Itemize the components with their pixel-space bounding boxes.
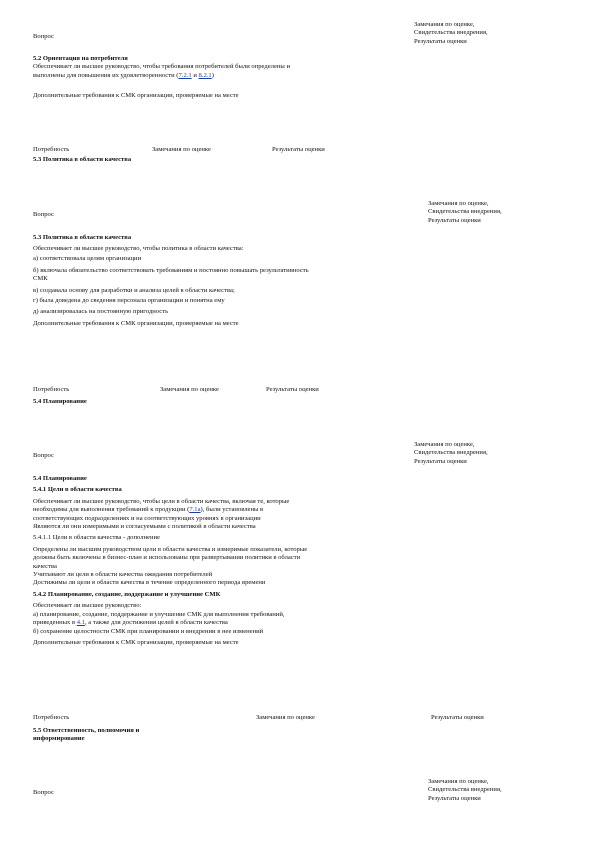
question-text: Обеспечивает ли высшее руководство:	[33, 602, 142, 610]
question-text: а) планирование, создание, поддержание и улучшение СМК для выполнения требований,	[33, 610, 285, 618]
results-label: Результаты оценки	[414, 457, 467, 465]
question-text: качества	[33, 562, 57, 570]
evidence-label: Свидетельства внедрения,	[414, 449, 488, 457]
results-label: Результаты оценки	[428, 794, 481, 802]
reference-link[interactable]: 7.1а	[189, 506, 201, 514]
extra-requirements: Дополнительные требования к СМК организации, проверяемые на месте	[33, 638, 239, 646]
requirement-label: Потребность	[33, 386, 70, 393]
remarks-label: Замечания по оценке,	[428, 200, 489, 207]
requirement-label: Потребность	[33, 146, 70, 153]
section-5-2	[33, 55, 290, 80]
section-heading: 5.2 Ориентация на потребителя	[33, 55, 128, 62]
question-label-4: Вопрос	[33, 789, 54, 796]
remarks-header-1	[414, 21, 488, 46]
list-item: б) включала обязательство соответствовать требованиям и постоянно повышать результативность	[33, 266, 309, 274]
question-label-1: Вопрос	[33, 33, 54, 40]
list-item: г) была доведена до сведения персонала организации и понятна ему	[33, 297, 225, 305]
requirement-label: Потребность	[33, 714, 70, 721]
remarks-label: Замечания по оценке,	[414, 441, 475, 448]
extra-requirements: Дополнительные требования к СМК организации, проверяемые на месте	[33, 92, 239, 99]
question-label-2: Вопрос	[33, 211, 54, 218]
subsection-heading: 5.4.1 Цели в области качества	[33, 486, 122, 494]
list-item: а) соответствовала целям организации	[33, 255, 142, 263]
question-text: Являются ли они измеримыми и согласуемыми с политикой в области качества	[33, 523, 256, 531]
results-label: Результаты оценки	[428, 216, 481, 224]
row-remarks-label: Замечания по оценке	[160, 386, 219, 393]
question-text: Учитывают ли цели в области качества ожидания потребителей	[33, 571, 213, 579]
section-5-3	[33, 233, 309, 330]
subsection-heading: 5.4.2 Планирование, создание, поддержание и улучшение СМК	[33, 590, 221, 598]
question-text: Обеспечивает ли высшее руководство, чтобы требования потребителей были определены и	[33, 63, 291, 71]
extra-requirements: Дополнительные требования к СМК организации, проверяемые на месте	[33, 320, 239, 328]
list-item: СМК	[33, 275, 48, 283]
section-title: 5.4 Планирование	[33, 398, 87, 405]
question-text: приведенных в 4.1, а также для достижения целей в области качества	[33, 619, 228, 627]
question-text: выполнены для повышения их удовлетворенности (7.2.1 и 8.2.1)	[33, 71, 214, 79]
remarks-label: Замечания по оценке,	[428, 778, 489, 785]
section-5-4	[33, 475, 307, 647]
question-text: должны быть включены в бизнес-план и использованы при развертывании политики в области	[33, 554, 301, 562]
list-item: д) анализировалась на постоянную пригодность	[33, 307, 169, 315]
question-text: б) сохранение целостности СМК при планировании и внедрении в нее изменений	[33, 627, 264, 635]
question-text: Обеспечивает ли высшее руководство, чтобы цели в области качества, включая те, которые	[33, 497, 290, 505]
row-results-label: Результаты оценки	[266, 386, 319, 393]
section-heading: 5.3 Политика в области качества	[33, 234, 132, 241]
reference-link[interactable]: 4.1	[76, 619, 85, 627]
remarks-header-3	[414, 441, 488, 466]
remarks-header-2	[428, 200, 502, 225]
evidence-label: Свидетельства внедрения,	[428, 786, 502, 794]
row-remarks-label: Замечания по оценке	[152, 146, 211, 153]
row-results-label: Результаты оценки	[431, 714, 484, 721]
question-label-3: Вопрос	[33, 452, 54, 459]
section-title: 5.3 Политика в области качества	[33, 156, 132, 163]
row-remarks-label: Замечания по оценке	[256, 714, 315, 721]
results-label: Результаты оценки	[414, 37, 467, 45]
question-text: Определены ли высшим руководством цели в области качества и измеримые показатели, которые	[33, 545, 308, 553]
list-item: в) создавала основу для разработки и анализа целей в области качества;	[33, 286, 235, 294]
remarks-label: Замечания по оценке,	[414, 21, 475, 28]
section-heading: 5.4 Планирование	[33, 475, 87, 482]
question-text: необходимы для выполнения требований к продукции (7.1а), были установлены в	[33, 506, 264, 514]
evidence-label: Свидетельства внедрения,	[428, 208, 502, 216]
evidence-label: Свидетельства внедрения,	[414, 29, 488, 37]
reference-link[interactable]: 7.2.1	[178, 71, 192, 79]
question-text: Достижимы ли цели в области качества в течение определенного периода времени	[33, 579, 266, 587]
row-results-label: Результаты оценки	[272, 146, 325, 153]
remarks-header-4	[428, 778, 502, 803]
reference-link[interactable]: 8.2.1	[198, 71, 212, 79]
section-title: 5.5 Ответственность, полномочия и информирование	[33, 727, 140, 743]
question-text: соответствующих подразделениях и на соответствующих уровнях в организации	[33, 514, 261, 522]
question-text: Обеспечивает ли высшее руководство, чтобы политика в области качества:	[33, 244, 244, 252]
subsection-heading: 5.4.1.1 Цели в области качества - дополнение	[33, 534, 160, 542]
